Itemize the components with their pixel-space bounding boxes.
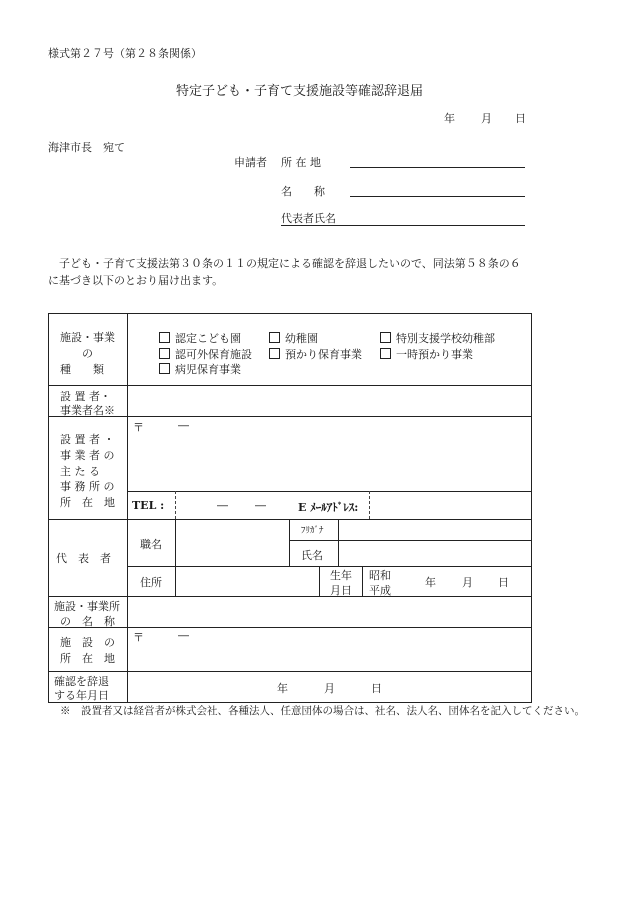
rep-position-label: 職名 [140,538,162,551]
founder-address-label5: 所 在 地 [60,496,115,509]
rep-furigana-field[interactable] [339,520,530,539]
rep-birth-label1: 生年 [330,569,352,582]
email-field[interactable] [370,492,530,518]
checkbox-icon [380,332,391,343]
rep-address-field[interactable] [176,567,318,595]
tel-label: TEL : [132,499,165,512]
tel-separator-2: ― [255,499,266,512]
withdraw-date-year[interactable]: 年 [277,682,288,695]
founder-address-label4: 事 務 所 の [60,480,115,493]
founder-name-label1: 設 置 者・ [60,390,111,403]
rep-birth-day: 日 [498,576,509,589]
founder-name-label2: 事業者名※ [60,404,115,417]
rep-birth-month: 月 [462,576,473,589]
facility-name-label1: 施設・事業所 [54,600,120,613]
checkbox-icon [159,363,170,374]
checkbox-icon [159,348,170,359]
tel-field[interactable] [176,492,368,518]
applicant-rep-line[interactable] [281,225,525,226]
footnote: ※ 設置者又は経営者が株式会社、各種法人、任意団体の場合は、社名、法人名、団体名を記入してください。 [60,705,585,717]
form-number: 様式第２７号（第２８条関係） [48,47,202,60]
option-byoji-hoiku[interactable]: 病児保育事業 [159,361,241,377]
body-text-line1: 子ども・子育て支援法第３０条の１１の規定による確認を辞退したいので、同法第５８条の６ [59,257,521,270]
option-ichiji-azukari[interactable]: 一時預かり事業 [380,346,473,362]
rep-era-heisei[interactable]: 平成 [369,584,391,597]
facility-name-field[interactable] [128,597,530,626]
document-title: 特定子ども・子育て支援施設等確認辞退届 [176,84,424,99]
withdraw-date-month[interactable]: 月 [324,682,335,695]
facility-postal-dash: ― [178,629,189,642]
applicant-label: 申請者 [234,156,267,169]
applicant-name-line[interactable] [350,196,525,197]
founder-name-field[interactable] [128,386,530,415]
facility-address-label2: 所 在 地 [60,652,115,665]
facility-postal-mark: 〒 [133,631,144,644]
founder-address-field[interactable] [128,434,530,490]
representative-label: 代 表 者 [56,552,111,565]
withdraw-date-day[interactable]: 日 [371,682,382,695]
founder-address-label1: 設 置 者 ・ [60,433,115,446]
rep-furigana-label: ﾌﾘｶﾞﾅ [301,526,324,536]
founder-address-label2: 事 業 者 の [60,449,115,462]
rep-address-label: 住所 [140,576,162,589]
body-text-line2: に基づき以下のとおり届け出ます。 [48,274,224,287]
option-ninkagai-hoiku[interactable]: 認可外保育施設 [159,346,252,362]
tel-separator-1: ― [217,499,228,512]
applicant-address-line[interactable] [350,167,525,168]
option-azukari-hoiku[interactable]: 預かり保育事業 [269,346,362,362]
rep-position-field[interactable] [176,520,288,565]
founder-address-label3: 主 た る [60,465,100,478]
founder-postal-mark: 〒 [133,421,144,434]
facility-type-label3: 種 類 [60,363,104,376]
rep-name-label: 氏名 [301,549,323,562]
checkbox-icon [380,348,391,359]
date-top-day: 日 [515,112,526,125]
rep-name-field[interactable] [339,541,530,565]
facility-type-label1: 施設・事業 [60,331,115,344]
withdrawal-form-table [48,313,532,703]
addressee: 海津市長 宛て [48,141,125,154]
email-label: E ﾒｰﾙｱﾄﾞﾚｽ: [298,501,359,514]
rep-birth-label2: 月日 [330,584,352,597]
applicant-name-label: 名 称 [281,185,325,198]
rep-birth-year: 年 [425,576,436,589]
withdraw-date-label2: する年月日 [54,689,109,702]
facility-address-label1: 施 設 の [60,636,115,649]
option-yochien[interactable]: 幼稚園 [269,330,318,346]
option-tokubetsu-shien[interactable]: 特別支援学校幼稚部 [380,330,495,346]
checkbox-icon [269,332,280,343]
facility-type-label2: の [82,347,93,360]
option-nintei-kodomoen[interactable]: 認定こども園 [159,330,241,346]
applicant-rep-label: 代表者氏名 [281,212,336,225]
founder-postal-dash: ― [178,419,189,432]
checkbox-icon [159,332,170,343]
facility-name-label2: の 名 称 [60,615,115,628]
rep-era-showa[interactable]: 昭和 [369,569,391,582]
checkbox-icon [269,348,280,359]
facility-address-field[interactable] [128,644,530,670]
date-top-month: 月 [481,112,492,125]
withdraw-date-label1: 確認を辞退 [54,675,109,688]
date-top-year: 年 [444,112,455,125]
applicant-address-label: 所 在 地 [281,156,321,169]
